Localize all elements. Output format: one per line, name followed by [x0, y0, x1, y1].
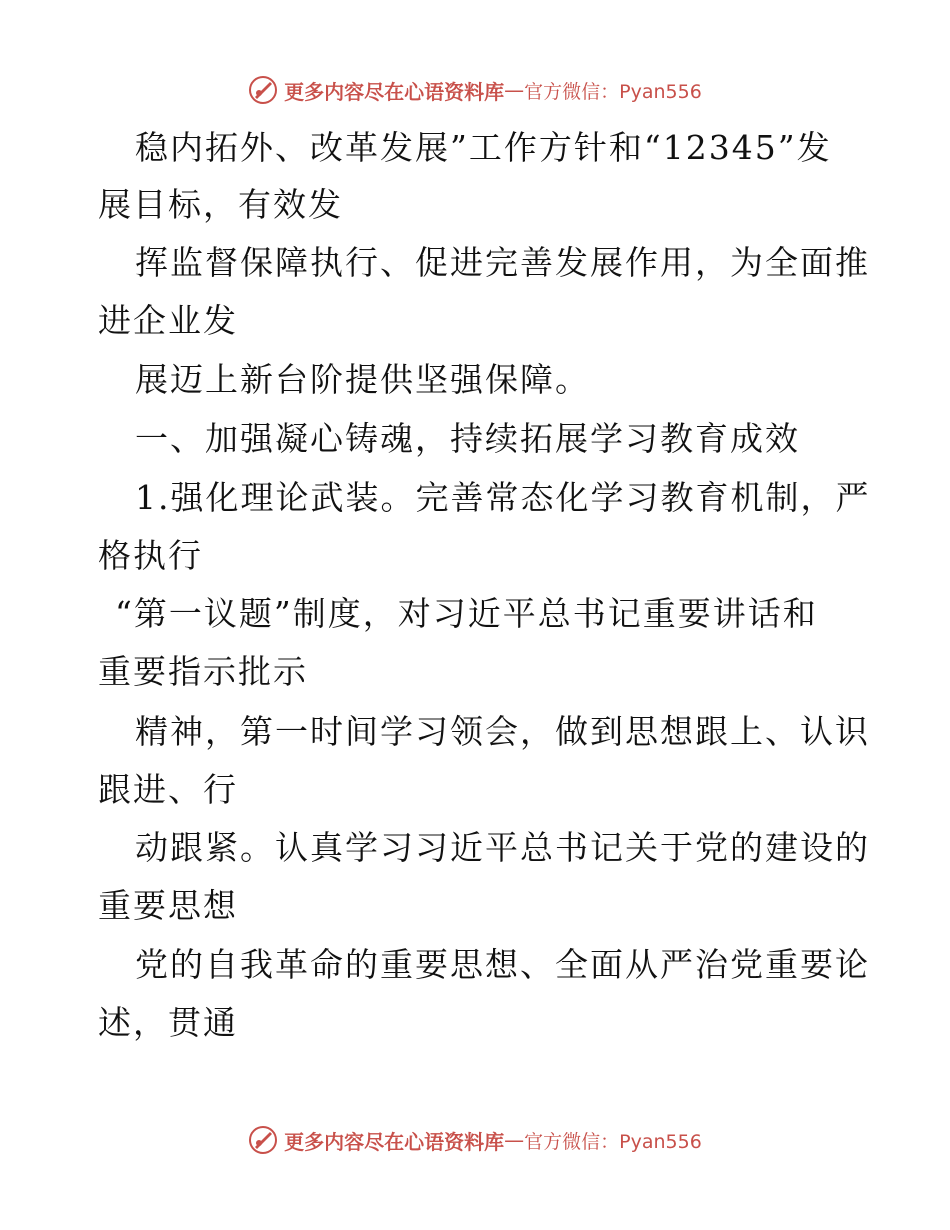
body-line: 重要思想 — [98, 886, 238, 925]
body-line: 挥监督保障执行、促进完善发展作用，为全面推 — [135, 243, 870, 282]
quill-logo-icon — [248, 1125, 278, 1155]
body-line: 述，贯通 — [98, 1003, 238, 1042]
watermark-dash: — — [504, 1128, 525, 1152]
body-line: 精神，第一时间学习领会，做到思想跟上、认识 — [135, 712, 870, 751]
body-line: 动跟紧。认真学习习近平总书记关于党的建设的 — [135, 828, 870, 867]
watermark-contact: 官方微信：Pyan556 — [524, 1130, 702, 1153]
body-line: 1.强化理论武装。完善常态化学习教育机制，严 — [135, 478, 871, 517]
watermark-brand: 更多内容尽在心语资料库 — [284, 79, 505, 104]
section-heading: 一、加强凝心铸魂，持续拓展学习教育成效 — [135, 419, 800, 458]
watermark-contact: 官方微信：Pyan556 — [524, 80, 702, 103]
body-line: 进企业发 — [98, 301, 238, 340]
body-line: “第一议题”制度，对习近平总书记重要讲话和 — [115, 594, 818, 633]
watermark-dash: — — [504, 78, 525, 102]
body-line: 跟进、行 — [98, 770, 238, 809]
body-line: 展迈上新台阶提供坚强保障。 — [135, 360, 590, 399]
body-line: 展目标，有效发 — [98, 185, 343, 224]
body-line: 稳内拓外、改革发展”工作方针和“12345”发 — [135, 128, 832, 167]
body-line: 党的自我革命的重要思想、全面从严治党重要论 — [135, 945, 870, 984]
footer-watermark — [0, 1120, 950, 1160]
watermark-brand: 更多内容尽在心语资料库 — [284, 1129, 505, 1154]
body-line: 重要指示批示 — [98, 652, 308, 691]
body-line: 格执行 — [98, 536, 203, 575]
